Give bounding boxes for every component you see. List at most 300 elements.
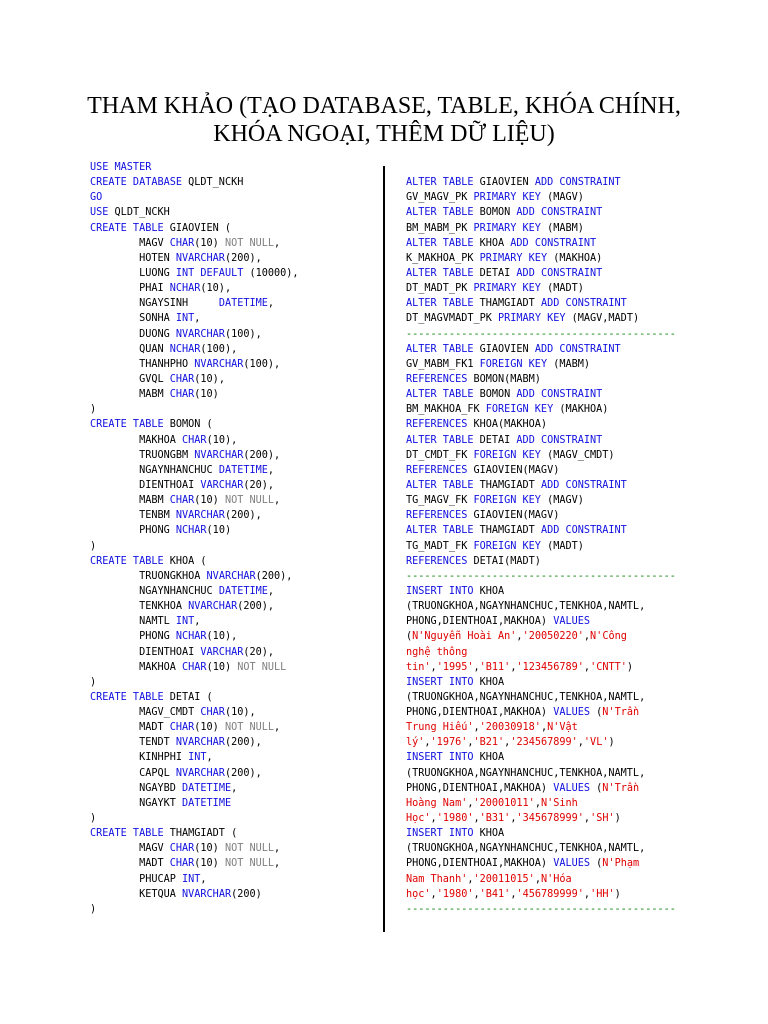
- sql-null-keyword: NOT NULL: [224, 237, 275, 249]
- sql-keyword: PRIMARY KEY: [473, 222, 541, 234]
- code-line: [406, 523, 706, 538]
- sql-text: (200),: [224, 737, 262, 749]
- sql-string: '1980': [436, 813, 474, 825]
- sql-string: N'Hóa: [540, 873, 572, 885]
- sql-keyword: ALTER TABLE: [406, 237, 480, 249]
- sql-text: TENBM: [90, 510, 176, 522]
- sql-text: NGAYKT: [90, 797, 183, 809]
- sql-text: NGAYSINH: [90, 298, 219, 310]
- sql-text: DETAI: [479, 267, 517, 279]
- code-line: [90, 463, 380, 478]
- code-line: [90, 433, 380, 448]
- sql-text: BOMON(MABM): [473, 373, 541, 385]
- sql-text: (MADT): [540, 283, 584, 295]
- sql-string: '20030918': [479, 722, 541, 734]
- sql-text: (10000),: [243, 267, 299, 279]
- sql-text: THANHPHO: [90, 358, 195, 370]
- sql-text: ,: [583, 813, 591, 825]
- code-line: [406, 811, 706, 826]
- sql-text: ): [90, 404, 97, 416]
- sql-keyword: ALTER TABLE: [406, 207, 480, 219]
- code-line: [90, 221, 380, 236]
- sql-keyword: INSERT INTO: [406, 585, 480, 597]
- sql-string: 'B11': [479, 661, 511, 673]
- sql-text: (10): [194, 843, 225, 855]
- sql-keyword: NVARCHAR: [188, 601, 238, 613]
- separator-line: --------------------------------------------: [406, 570, 676, 582]
- code-line: [90, 175, 380, 190]
- sql-keyword: VALUES: [553, 782, 591, 794]
- code-line: [90, 584, 380, 599]
- sql-text: PHAI: [90, 283, 170, 295]
- sql-text: (20),: [243, 646, 275, 658]
- sql-text: MADT: [90, 858, 170, 870]
- sql-text: (10): [194, 389, 219, 401]
- sql-text: NAMTL: [90, 616, 176, 628]
- sql-text: (10),: [194, 373, 225, 385]
- sql-text: KHOA: [479, 828, 505, 840]
- code-line: [406, 750, 706, 765]
- code-line: [406, 448, 706, 463]
- sql-text: (200),: [243, 449, 281, 461]
- sql-keyword: ADD CONSTRAINT: [534, 343, 621, 355]
- code-line: [406, 281, 706, 296]
- sql-text: MABM: [90, 495, 170, 507]
- sql-text: ,: [274, 722, 281, 734]
- code-line: [90, 902, 380, 917]
- sql-text: ,: [274, 843, 281, 855]
- sql-keyword: ADD CONSTRAINT: [510, 237, 597, 249]
- code-line: [90, 750, 380, 765]
- code-line: [90, 887, 380, 902]
- sql-text: (10): [194, 495, 225, 507]
- code-line: [406, 614, 706, 629]
- sql-text: (200),: [224, 510, 262, 522]
- sql-text: GVQL: [90, 373, 170, 385]
- sql-text: KHOA(MAKHOA): [473, 419, 548, 431]
- code-line: [90, 645, 380, 660]
- sql-keyword: ALTER TABLE: [406, 343, 480, 355]
- sql-text: ,: [510, 888, 517, 900]
- sql-text: BM_MABM_PK: [406, 222, 474, 234]
- sql-text: KHOA: [479, 237, 511, 249]
- sql-text: MAGV: [90, 843, 170, 855]
- sql-text: QLDT_NCKH: [114, 207, 170, 219]
- sql-keyword: NVARCHAR: [206, 570, 256, 582]
- code-line: [406, 781, 706, 796]
- code-line: [90, 342, 380, 357]
- sql-text: KETQUA: [90, 888, 183, 900]
- sql-text: GIAOVIEN: [479, 343, 535, 355]
- sql-string: N'Vật: [547, 722, 578, 734]
- sql-text: ,: [467, 873, 474, 885]
- sql-text: ,: [534, 797, 541, 809]
- sql-text: (10),: [206, 631, 238, 643]
- code-line: [406, 508, 706, 523]
- sql-keyword: REFERENCES: [406, 510, 474, 522]
- sql-null-keyword: NOT NULL: [224, 495, 275, 507]
- code-line: [90, 629, 380, 644]
- sql-keyword: NVARCHAR: [175, 328, 225, 340]
- sql-text: HOTEN: [90, 252, 176, 264]
- sql-text: ,: [473, 888, 480, 900]
- sql-text: GIAOVIEN (: [169, 222, 232, 234]
- sql-text: TENKHOA: [90, 601, 189, 613]
- sql-keyword: REFERENCES: [406, 419, 474, 431]
- sql-text: ,: [540, 722, 548, 734]
- code-line: [90, 781, 380, 796]
- sql-keyword: CREATE TABLE: [90, 828, 170, 840]
- sql-keyword: INT: [182, 873, 201, 885]
- sql-text: (10): [194, 722, 225, 734]
- sql-text: ,: [430, 661, 437, 673]
- code-line: [406, 190, 706, 205]
- sql-string: Nam Thanh': [406, 873, 468, 885]
- sql-keyword: FOREIGN KEY: [485, 404, 554, 416]
- sql-text: TENDT: [90, 737, 176, 749]
- sql-text: (10),: [200, 283, 232, 295]
- code-line: [406, 902, 706, 917]
- code-line: [90, 841, 380, 856]
- sql-text: ): [614, 813, 621, 825]
- sql-text: (200),: [224, 252, 262, 264]
- sql-text: THAMGIADT: [479, 298, 541, 310]
- sql-keyword: FOREIGN KEY: [473, 540, 541, 552]
- sql-text: TG_MAGV_FK: [406, 495, 474, 507]
- sql-text: KHOA: [479, 676, 505, 688]
- sql-string: Trung Hiếu': [406, 722, 474, 734]
- code-line: [406, 539, 706, 554]
- separator-line: --------------------------------------------: [406, 903, 676, 915]
- sql-keyword: CHAR: [182, 434, 207, 446]
- sql-keyword: CHAR: [200, 707, 225, 719]
- code-line: [406, 584, 706, 599]
- sql-text: ,: [274, 495, 281, 507]
- sql-text: ): [90, 903, 97, 915]
- code-line: [406, 766, 706, 781]
- code-line: [406, 735, 706, 750]
- sql-keyword: CREATE TABLE: [90, 222, 170, 234]
- sql-keyword: VARCHAR: [200, 646, 244, 658]
- sql-keyword: CHAR: [169, 237, 195, 249]
- sql-keyword: CHAR: [169, 495, 195, 507]
- code-line: [406, 629, 706, 644]
- sql-text: GV_MAGV_PK: [406, 192, 474, 204]
- page-title: [40, 92, 728, 148]
- sql-string: '20001011': [473, 797, 535, 809]
- sql-string: Học': [406, 813, 431, 825]
- sql-text: (: [406, 631, 413, 643]
- sql-keyword: ADD CONSTRAINT: [516, 267, 603, 279]
- sql-keyword: NCHAR: [175, 525, 207, 537]
- sql-keyword: ADD CONSTRAINT: [516, 389, 603, 401]
- sql-keyword: NVARCHAR: [194, 358, 244, 370]
- sql-code-left-column: [90, 160, 380, 917]
- sql-text: (MAGV): [540, 495, 584, 507]
- code-line: [406, 856, 706, 871]
- sql-text: (MAGV,MADT): [565, 313, 640, 325]
- sql-text: ): [614, 888, 621, 900]
- sql-string: '234567899': [510, 737, 578, 749]
- sql-text: TG_MADT_FK: [406, 540, 474, 552]
- sql-text: (MADT): [540, 540, 584, 552]
- code-line: [90, 281, 380, 296]
- code-line: [90, 539, 380, 554]
- sql-text: DIENTHOAI: [90, 646, 201, 658]
- code-line: [406, 433, 706, 448]
- sql-keyword: FOREIGN KEY: [473, 449, 541, 461]
- sql-text: GIAOVIEN(MAGV): [473, 510, 560, 522]
- code-line: [406, 645, 706, 660]
- sql-text: ,: [430, 888, 437, 900]
- sql-text: (10): [206, 661, 238, 673]
- sql-text: DT_MAGVMADT_PK: [406, 313, 499, 325]
- title-line-2: KHÓA NGOẠI, THÊM DỮ LIỆU): [213, 121, 555, 147]
- sql-text: (10),: [224, 707, 256, 719]
- sql-string: lý': [406, 737, 425, 749]
- code-line: [90, 872, 380, 887]
- code-line: [406, 296, 706, 311]
- sql-keyword: DATETIME: [182, 782, 232, 794]
- code-line: [90, 296, 380, 311]
- sql-text: (MAGV_CMDT): [540, 449, 615, 461]
- sql-text: MAKHOA: [90, 661, 183, 673]
- sql-keyword: INSERT INTO: [406, 676, 480, 688]
- sql-text: (200),: [224, 767, 262, 779]
- sql-text: ,: [267, 585, 275, 597]
- sql-text: LUONG: [90, 267, 176, 279]
- code-line: [90, 251, 380, 266]
- sql-string: 'HH': [590, 888, 615, 900]
- code-line: [90, 554, 380, 569]
- code-line: [406, 417, 706, 432]
- sql-keyword: CHAR: [169, 843, 195, 855]
- code-line: [406, 675, 706, 690]
- code-line: [90, 478, 380, 493]
- sql-text: KHOA (: [169, 555, 207, 567]
- sql-keyword: NCHAR: [169, 343, 201, 355]
- code-line: [406, 463, 706, 478]
- sql-text: DUONG: [90, 328, 176, 340]
- sql-keyword: CHAR: [182, 661, 207, 673]
- code-line: [406, 311, 706, 326]
- sql-text: (200),: [255, 570, 293, 582]
- sql-keyword: ALTER TABLE: [406, 267, 480, 279]
- code-line: [406, 887, 706, 902]
- sql-text: THAMGIADT: [479, 525, 541, 537]
- code-line: [90, 675, 380, 690]
- sql-string: Hoàng Nam': [406, 797, 468, 809]
- sql-keyword: DATETIME: [182, 797, 232, 809]
- sql-string: 'CNTT': [590, 661, 627, 673]
- sql-text: PHONG,DIENTHOAI,MAKHOA): [406, 858, 554, 870]
- sql-keyword: REFERENCES: [406, 464, 474, 476]
- sql-keyword: NVARCHAR: [182, 888, 232, 900]
- sql-text: (: [590, 858, 603, 870]
- sql-keyword: ALTER TABLE: [406, 177, 480, 189]
- sql-text: (TRUONGKHOA,NGAYNHANCHUC,TENKHOA,NAMTL,: [406, 843, 646, 855]
- sql-text: (: [590, 707, 603, 719]
- sql-keyword: ADD CONSTRAINT: [540, 479, 627, 491]
- sql-keyword: ALTER TABLE: [406, 434, 480, 446]
- sql-text: ,: [200, 873, 207, 885]
- sql-text: THAMGIADT: [479, 479, 541, 491]
- sql-keyword: PRIMARY KEY: [498, 313, 566, 325]
- code-line: [406, 175, 706, 190]
- sql-text: BOMON (: [169, 419, 213, 431]
- sql-text: (10): [206, 525, 232, 537]
- code-line: [406, 841, 706, 856]
- code-line: [406, 872, 706, 887]
- sql-string: tin': [406, 661, 431, 673]
- code-line: [90, 387, 380, 402]
- sql-text: GIAOVIEN(MAGV): [473, 464, 560, 476]
- code-line: [90, 569, 380, 584]
- code-line: [406, 493, 706, 508]
- code-line: [90, 856, 380, 871]
- sql-text: ,: [430, 813, 437, 825]
- sql-text: ,: [274, 237, 281, 249]
- sql-keyword: USE: [90, 207, 115, 219]
- sql-text: PHONG,DIENTHOAI,MAKHOA): [406, 616, 554, 628]
- sql-text: ,: [510, 661, 517, 673]
- code-line: [406, 478, 706, 493]
- sql-text: ,: [577, 737, 584, 749]
- sql-keyword: DATETIME: [218, 585, 268, 597]
- separator-line: --------------------------------------------: [406, 328, 676, 340]
- code-line: [90, 372, 380, 387]
- code-line: [406, 569, 706, 584]
- sql-keyword: FOREIGN KEY: [473, 495, 541, 507]
- sql-string: 'SH': [590, 813, 615, 825]
- sql-text: (MAKHOA): [553, 404, 609, 416]
- sql-text: MADT: [90, 722, 170, 734]
- sql-text: (: [590, 782, 603, 794]
- sql-string: N'Sinh: [540, 797, 578, 809]
- sql-code-right-column: [406, 160, 706, 917]
- sql-string: '123456789': [516, 661, 584, 673]
- sql-string: '1995': [436, 661, 474, 673]
- code-line: [90, 796, 380, 811]
- sql-null-keyword: NOT NULL: [224, 843, 275, 855]
- sql-text: (MABM): [540, 222, 584, 234]
- sql-keyword: VARCHAR: [200, 479, 244, 491]
- sql-text: PHUCAP: [90, 873, 183, 885]
- sql-text: TRUONGKHOA: [90, 570, 207, 582]
- sql-keyword: NVARCHAR: [175, 510, 225, 522]
- sql-keyword: NCHAR: [175, 631, 207, 643]
- sql-text: GIAOVIEN: [479, 177, 535, 189]
- sql-keyword: USE MASTER: [90, 162, 152, 173]
- code-line: [90, 660, 380, 675]
- sql-string: '20050220': [522, 631, 584, 643]
- sql-text: ,: [473, 722, 480, 734]
- code-line: [90, 523, 380, 538]
- sql-keyword: NVARCHAR: [175, 252, 225, 264]
- code-line: [90, 327, 380, 342]
- sql-text: (100),: [224, 328, 262, 340]
- code-line: [406, 826, 706, 841]
- code-line: [406, 205, 706, 220]
- sql-text: ,: [583, 631, 591, 643]
- sql-keyword: NVARCHAR: [175, 737, 225, 749]
- sql-text: ,: [206, 752, 213, 764]
- sql-text: DETAI (: [169, 691, 213, 703]
- sql-text: NGAYNHANCHUC: [90, 464, 219, 476]
- code-line: [90, 614, 380, 629]
- sql-keyword: DATETIME: [218, 298, 268, 310]
- sql-string: '456789999': [516, 888, 584, 900]
- sql-string: học': [406, 888, 431, 900]
- sql-text: DT_MADT_PK: [406, 283, 474, 295]
- sql-text: (TRUONGKHOA,NGAYNHANCHUC,TENKHOA,NAMTL,: [406, 767, 646, 779]
- code-line: [406, 720, 706, 735]
- sql-keyword: DATETIME: [218, 464, 268, 476]
- code-line: [90, 493, 380, 508]
- code-line: [90, 417, 380, 432]
- sql-text: ,: [583, 661, 591, 673]
- sql-text: ,: [583, 888, 591, 900]
- sql-keyword: ADD CONSTRAINT: [516, 434, 603, 446]
- sql-keyword: PRIMARY KEY: [479, 252, 548, 264]
- sql-string: '345678999': [516, 813, 584, 825]
- code-line: [90, 448, 380, 463]
- sql-text: (MAKHOA): [547, 252, 603, 264]
- sql-text: ,: [473, 813, 480, 825]
- sql-text: (10),: [206, 434, 238, 446]
- sql-text: ,: [267, 298, 275, 310]
- sql-text: GV_MABM_FK1: [406, 358, 480, 370]
- sql-keyword: GO: [90, 192, 103, 204]
- code-line: [90, 160, 380, 175]
- sql-text: (200): [231, 888, 262, 900]
- code-line: [90, 205, 380, 220]
- sql-text: ,: [510, 813, 517, 825]
- sql-keyword: VALUES: [553, 858, 591, 870]
- sql-keyword: CHAR: [169, 373, 195, 385]
- code-line: [90, 266, 380, 281]
- sql-text: DETAI: [479, 434, 517, 446]
- sql-string: N'Nguyễn Hoài An': [412, 631, 517, 643]
- sql-text: ,: [467, 797, 474, 809]
- sql-text: BOMON: [479, 389, 517, 401]
- sql-string: 'B41': [479, 888, 511, 900]
- code-line: [406, 554, 706, 569]
- code-line: [406, 357, 706, 372]
- sql-text: ,: [231, 782, 238, 794]
- sql-keyword: ADD CONSTRAINT: [540, 525, 627, 537]
- code-line: [90, 236, 380, 251]
- code-line: [90, 508, 380, 523]
- code-line: [406, 387, 706, 402]
- sql-string: N'Công: [590, 631, 627, 643]
- sql-keyword: NCHAR: [169, 283, 201, 295]
- code-line: [90, 720, 380, 735]
- sql-text: ,: [194, 313, 201, 325]
- sql-string: '20011015': [473, 873, 535, 885]
- sql-text: KHOA: [479, 752, 505, 764]
- sql-text: (20),: [243, 479, 275, 491]
- sql-text: DETAI(MADT): [473, 555, 541, 567]
- sql-string: 'VL': [583, 737, 609, 749]
- sql-keyword: CREATE DATABASE: [90, 177, 189, 189]
- sql-string: N'Trần: [602, 707, 640, 719]
- sql-text: (10): [194, 858, 225, 870]
- sql-keyword: PRIMARY KEY: [473, 192, 541, 204]
- sql-text: (MAGV): [540, 192, 584, 204]
- sql-text: ,: [504, 737, 511, 749]
- sql-text: SONHA: [90, 313, 176, 325]
